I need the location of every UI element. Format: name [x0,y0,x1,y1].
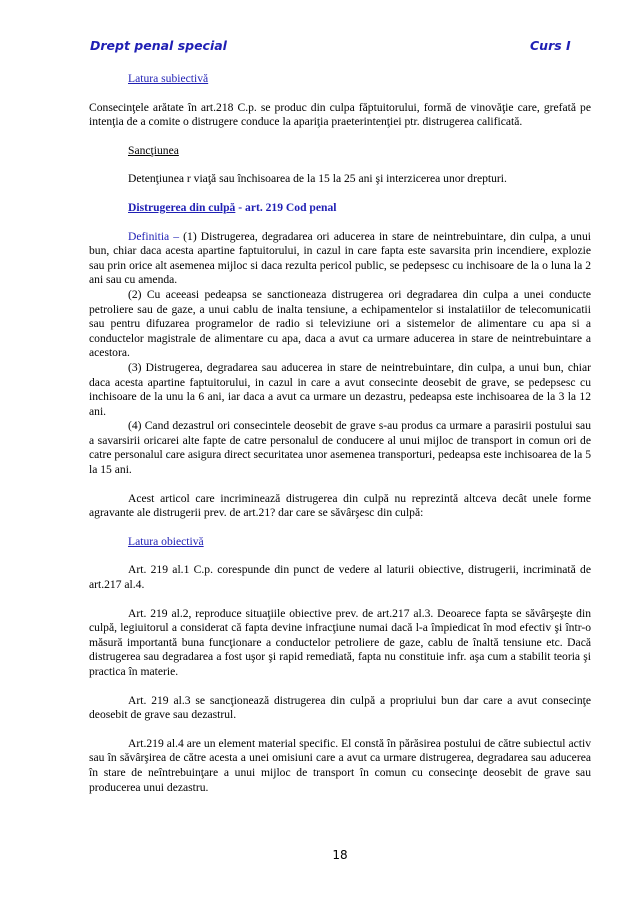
paragraph: Consecinţele arătate în art.218 C.p. se produc din culpa făptuitorului, formă de vinovăţie care, grefată pe intenţia de a comite o distrugere conduce la apariţia praeterintenţiei ptr. distrugerea calificată. [89,100,591,129]
page-number: 18 [332,848,348,862]
paragraph: Detenţiunea r viaţă sau închisoarea de la 15 la 25 ani şi interzicerea unor drepturi. [128,172,507,186]
document-body [89,72,591,795]
course-number: Curs I [530,38,571,53]
definition-label: Definitia – [128,229,184,243]
definition-paragraph-2: (2) Cu aceeasi pedeapsa se sanctioneaza distrugerea ori degradarea din culpa a unei conducte petroliere sau de gaze, a unui cablu de inalta tensiune, a echipamentelor si instalatiilor de telecomunicatii sau pentru difuzarea programelor de radio si televiziune ori a sistemelor de alimentare cu apa si a conductelor magistrale de alimentare cu apa, daca a avut ca urmare aducerea in stare de neintrebuintare a acestora. [89,287,591,360]
article-heading: Distrugerea din culpă - art. 219 Cod penal [128,200,337,214]
section-latura-subiectiva: Latura subiectivă [128,72,209,85]
definition-paragraph-4: (4) Cand dezastrul ori consecintele deosebit de grave s-au produs ca urmare a parasirii postului sau a savarsirii oricarei alte fapte de catre personalul de conducere al unui mijloc de transport in comun ori de catre personalul care asigura direct securitatea unor asemenea transporturi, pedeapsa este inchisoarea de la 5 la 15 ani. [89,419,591,477]
paragraph: Art. 219 al.3 se sancţionează distrugerea din culpă a propriului bun dar care a avut consecinţe deosebit de grave sau dezastrul. [89,693,591,722]
paragraph: Acest articol care incriminează distrugerea din culpă nu reprezintă altceva decât unele forme agravante ale distrugerii prev. de art.21? dar care se săvârşesc din culpă: [89,491,591,520]
course-title: Drept penal special [90,38,227,53]
paragraph: Art.219 al.4 are un element material specific. El constă în părăsirea postului de către subiectul activ sau în săvârşirea de către acesta a unei omisiuni care a avut ca urmare distrugerea, degradarea sau aducerea în stare de neîntrebuinţare a unui mijloc de transport în comun cu consecinţe deosebit de grave sau producerea unui dezastru. [89,736,591,794]
definition-paragraph-3: (3) Distrugerea, degradarea sau aducerea in stare de neintrebuintare, din culpa, a unui bun, chiar daca acesta apartine faptuitorului, in cazul in care a avut consecinte deosebit de grave, se pedepsesc cu inchisoare de la unu la 6 ani, iar daca a avut ca urmare un dezastru, pedeapsa este inchisoarea de la 3 la 12 ani. [89,360,591,418]
paragraph: Art. 219 al.2, reproduce situaţiile obiective prev. de art.217 al.3. Deoarece fapta se săvârşeşte din culpă, legiuitorul a considerat că fapta devine infracţiune numai dacă l-a împiedicat în mod efectiv şi într-o măsură importantă buna funcţionare a conductelor petroliere de gaze, cablu de înaltă tensiune etc. Dacă distrugerea sau degradarea a fost uşor şi rapid remediată, fapta nu constituie infr. aşa cum a stabilit teoria şi practica în materie. [89,606,591,678]
section-sanctiunea: Sancţiunea [128,143,179,157]
definition-paragraph-1: Definitia – (1) Distrugerea, degradarea ori aducerea in stare de neintrebuintare, din culpa, a unui bun, chiar daca acesta apartine faptuitorului, in cazul in care fapta este savarsita prin incendiere, explozie sau prin orice alt asemenea mijloc si daca rezulta pericol public, se pedepsesc cu inchisoare de la o luna la 2 ani sau cu amenda. [89,229,591,287]
section-latura-obiectiva: Latura obiectivă [128,534,204,548]
paragraph: Art. 219 al.1 C.p. corespunde din punct de vedere al laturii obiective, distrugerii, incriminată de art.217 al.4. [89,563,591,592]
